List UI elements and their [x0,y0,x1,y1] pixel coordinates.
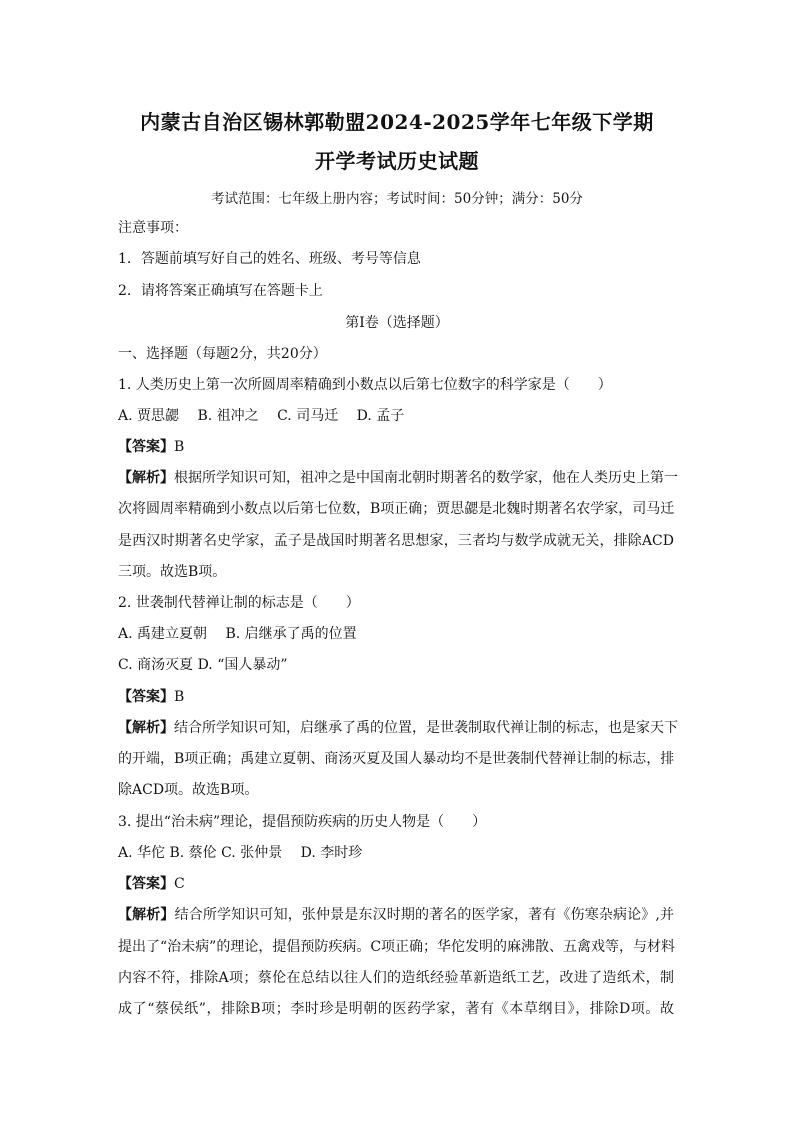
analysis-tag: 【解析】 [118,907,175,923]
question-1-analysis-line-3: 是西汉时期著名史学家，孟子是战国时期著名思想家，三者均与数学成就无关，排除ACD [118,533,674,549]
question-3-answer [118,873,185,893]
answer-value: B [174,689,185,705]
section-heading: 一、选择题（每题2分，共20分） [118,346,327,362]
exam-title-line2: 开学考试历史试题 [315,149,479,173]
question-3-options: A. 华佗 B. 蔡伦 C. 张仲景 D. 李时珍 [118,845,363,861]
answer-tag: 【答案】 [118,876,174,892]
question-3-analysis-line-3: 内容不符，排除A项；蔡伦在总结以往人们的造纸经验革新造纸工艺，改进了造纸术，制 [118,970,674,986]
exam-info: 考试范围：七年级上册内容；考试时间：50分钟；满分：50分 [211,191,583,207]
question-2-stem: 2. 世袭制代替禅让制的标志是（ ） [118,595,360,611]
question-1-options: A. 贾思勰 B. 祖冲之 C. 司马迁 D. 孟子 [118,408,405,424]
notes-item-2: 2．请将答案正确填写在答题卡上 [118,283,323,299]
notes-heading: 注意事项： [118,220,188,236]
question-1-answer [118,436,184,456]
question-3-analysis-line-2: 提出了“治未病”的理论，提倡预防疾病。C项正确；华佗发明的麻沸散、五禽戏等，与材料 [118,939,676,955]
question-2-analysis-line-1: 【解析】结合所学知识可知，启继承了禹的位置，是世袭制取代禅让制的标志，也是家天下 [118,720,678,736]
question-1-analysis-line-4: 三项。故选B项。 [118,564,227,580]
analysis-tag: 【解析】 [118,470,174,486]
question-3-stem: 3. 提出“治未病”理论，提倡预防疾病的历史人物是（ ） [118,814,487,830]
question-2-options-line-1: A. 禹建立夏朝 B. 启继承了禹的位置 [118,626,357,642]
question-3-analysis-line-4: 成了“蔡侯纸”，排除B项；李时珍是明朝的医药学家，著有《本草纲目》，排除D项。故 [118,1001,674,1017]
notes-item-1: 1．答题前填写好自己的姓名、班级、考号等信息 [118,251,421,267]
question-2-answer [118,686,184,706]
question-1-stem: 1. 人类历史上第一次所圆周率精确到小数点以后第七位数字的科学家是（ ） [118,377,612,393]
question-1-analysis-line-1: 【解析】根据所学知识可知，祖冲之是中国南北朝时期著名的数学家，他在人类历史上第一 [118,470,678,486]
question-2-analysis-line-2: 的开端，B项正确；禹建立夏朝、商汤灭夏及国人暴动均不是世袭制代替禅让制的标志，排 [118,751,675,767]
question-1-analysis-line-2: 次将圆周率精确到小数点以后第七位数，B项正确；贾思勰是北魏时期著名农学家，司马迁 [118,501,675,517]
analysis-tag: 【解析】 [118,720,174,736]
question-2-analysis-line-3: 除ACD项。故选B项。 [118,782,259,798]
question-3-analysis-line-1: 【解析】结合所学知识可知，张仲景是东汉时期的著名的医学家，著有《伤寒杂病论》,并 [118,907,675,923]
exam-title-line1: 内蒙古自治区锡林郭勒盟2024-2025学年七年级下学期 [140,110,654,134]
volume-heading: 第I卷（选择题） [345,315,449,331]
answer-tag: 【答案】 [118,439,174,455]
answer-value: C [174,876,185,892]
question-2-options-line-2: C. 商汤灭夏 D. “国人暴动” [118,657,288,673]
answer-tag: 【答案】 [118,689,174,705]
answer-value: B [174,439,185,455]
